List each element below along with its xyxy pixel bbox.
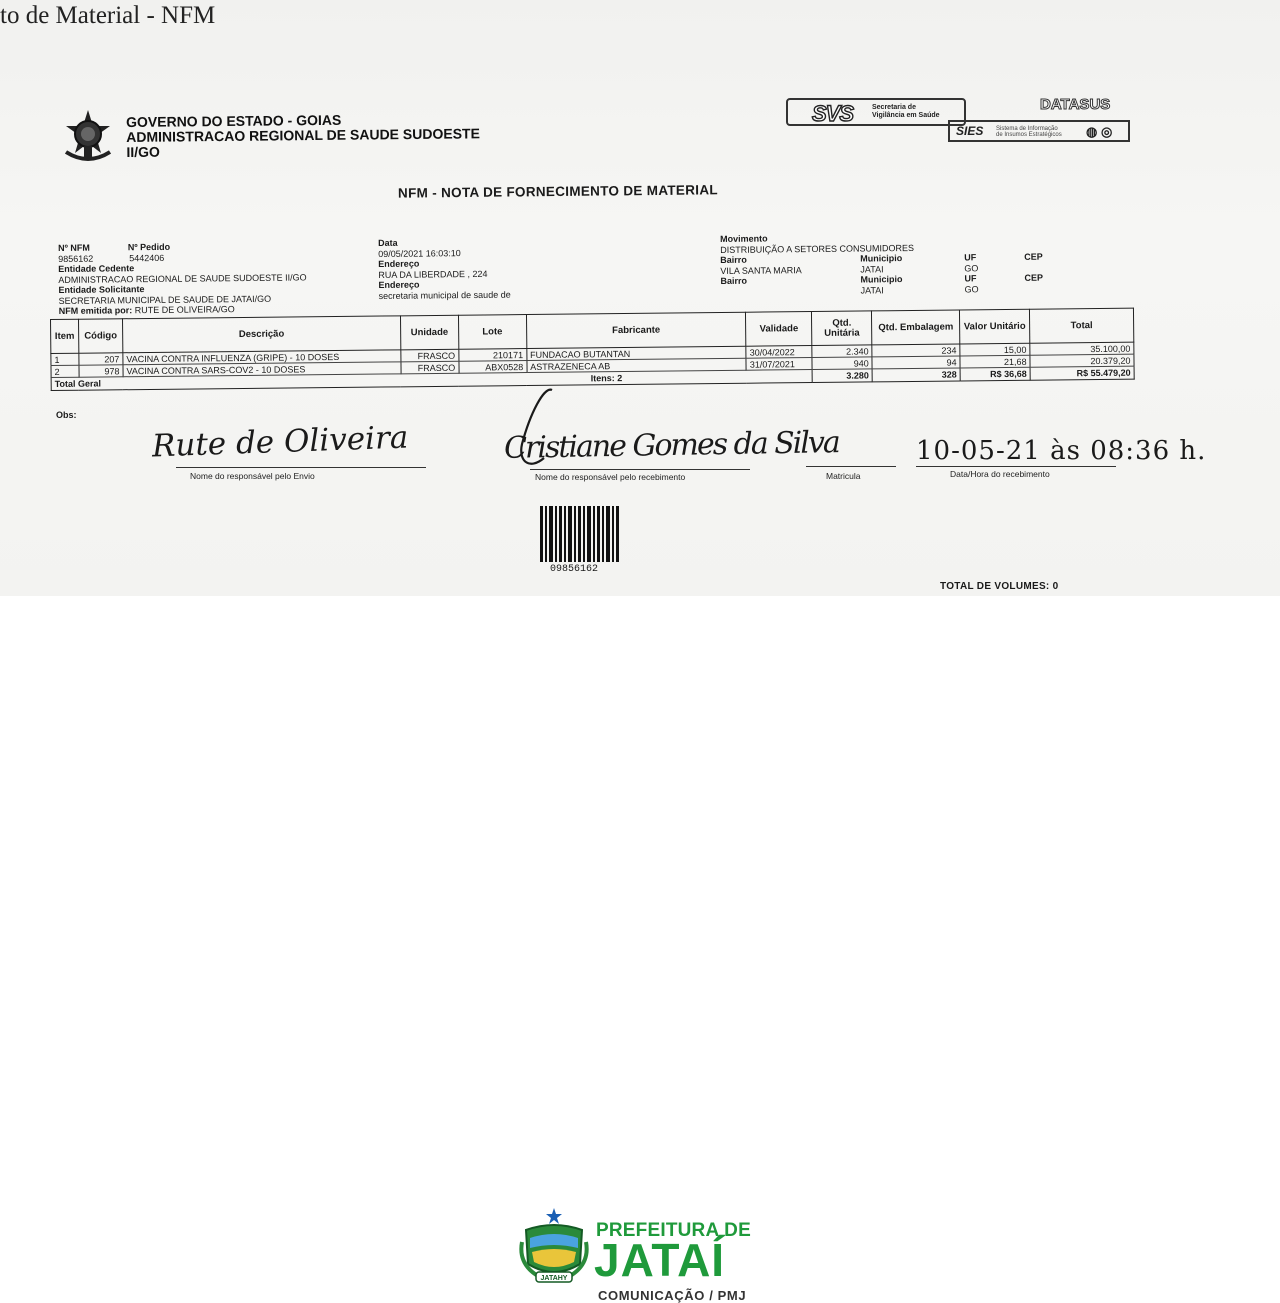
total-qtd: 3.280 <box>812 369 872 383</box>
cell-validade: 31/07/2021 <box>746 358 812 371</box>
cell-unidade: FRASCO <box>401 349 459 362</box>
svs-word: SVS <box>812 101 854 126</box>
cell-total: 35.100,00 <box>1030 342 1134 355</box>
data-label: Data <box>378 237 398 248</box>
barcode <box>538 506 622 562</box>
cell-lote: ABX0528 <box>459 361 527 374</box>
municipio-label-2: Municipio <box>860 274 903 285</box>
col-header-total: Total <box>1029 308 1133 343</box>
receiver-label: Nome do responsável pelo recebimento <box>535 472 686 482</box>
cell-item: 1 <box>51 353 79 365</box>
bairro-label-2: Bairro <box>720 275 748 286</box>
receiver-signature-line <box>530 469 750 470</box>
cell-fabricante: ASTRAZENECA AB <box>527 358 747 372</box>
brazil-emblem-icon <box>60 108 116 166</box>
col-header-validade: Validade <box>746 312 812 347</box>
uf-label-1: UF <box>964 252 977 263</box>
jatai-wordmark: JATAÍ <box>594 1234 726 1286</box>
datetime-line <box>916 466 1116 467</box>
endereco-value-2: secretaria municipal de saude de <box>378 289 511 301</box>
total-geral: R$ 55.479,20 <box>1030 366 1134 380</box>
entidade-solicitante-value: SECRETARIA MUNICIPAL DE SAUDE DE JATAI/GO <box>58 293 272 306</box>
svs-subtitle <box>872 104 940 120</box>
form-title: NFM - NOTA DE FORNECIMENTO DE MATERIAL <box>397 182 718 201</box>
obs-label: Obs: <box>56 410 77 420</box>
cell-qtd-embalagem: 234 <box>872 344 960 357</box>
receiver-signature: Cristiane Gomes da Silva <box>503 425 840 466</box>
col-header-qtd-unitaria: Qtd. Unitária <box>812 311 872 346</box>
nfm-label: Nº NFM <box>58 242 90 253</box>
col-header-descricao: Descrição <box>122 316 400 353</box>
sender-signature: Rute de Oliveira <box>151 419 409 465</box>
col-header-unidade: Unidade <box>400 315 458 350</box>
cell-qtd-unitaria: 2.340 <box>812 345 872 358</box>
info-middle <box>378 237 511 301</box>
items-table <box>50 308 1135 405</box>
cell-descricao: VACINA CONTRA INFLUENZA (GRIPE) - 10 DOSES <box>123 350 401 365</box>
total-valor-unit: R$ 36,68 <box>960 367 1030 381</box>
entidade-cedente-label: Entidade Cedente <box>58 263 135 274</box>
emitida-value: RUTE DE OLIVEIRA/GO <box>134 304 235 316</box>
issuer-header <box>126 111 480 160</box>
uf-value-1: GO <box>964 262 979 273</box>
document-title: to de Material - NFM <box>0 2 216 29</box>
total-emb: 328 <box>872 368 960 382</box>
svs-logo <box>786 98 966 126</box>
cell-validade: 30/04/2022 <box>746 346 812 359</box>
uf-label-2: UF <box>964 273 977 284</box>
scanned-document <box>0 0 1280 596</box>
endereco-label-1: Endereço <box>378 258 420 269</box>
sender-signature-line <box>176 467 426 468</box>
header-line-1: GOVERNO DO ESTADO - GOIAS <box>125 111 342 130</box>
sies-subtitle <box>996 126 1062 138</box>
cell-codigo: 978 <box>79 365 123 377</box>
cell-codigo: 207 <box>79 353 123 365</box>
emitida-label: NFM emitida por: <box>58 305 133 316</box>
movimento-value: DISTRIBUIÇÃO A SETORES CONSUMIDORES <box>720 242 915 255</box>
total-label: Total Geral <box>51 374 401 391</box>
entidade-solicitante-label: Entidade Solicitante <box>58 284 145 295</box>
col-header-fabricante: Fabricante <box>526 312 746 348</box>
cell-descricao: VACINA CONTRA SARS-COV2 - 10 DOSES <box>123 362 401 377</box>
endereco-value-1: RUA DA LIBERDADE , 224 <box>378 268 488 280</box>
header-line-2: ADMINISTRACAO REGIONAL DE SAUDE SUDOESTE <box>126 125 480 145</box>
nfm-value: 9856162 <box>58 253 94 264</box>
cell-valor-unitario: 21,68 <box>960 355 1030 368</box>
municipio-label-1: Municipio <box>860 253 903 264</box>
bairro-label-1: Bairro <box>720 254 747 265</box>
datasus-logo: DATASUS <box>1040 96 1111 113</box>
data-value: 09/05/2021 16:03:10 <box>378 247 461 259</box>
comunicacao-label: COMUNICAÇÃO / PMJ <box>598 1288 747 1303</box>
cell-lote: 210171 <box>459 349 527 362</box>
cep-label-1: CEP <box>1024 251 1043 262</box>
bairro-value-2 <box>721 293 861 294</box>
municipio-value-1: JATAI <box>860 263 884 275</box>
cell-unidade: FRASCO <box>401 361 459 374</box>
info-left <box>58 240 307 316</box>
entidade-cedente-value: ADMINISTRACAO REGIONAL DE SAUDE SUDOESTE II/GO <box>58 271 307 285</box>
col-header-codigo: Código <box>78 319 122 353</box>
endereco-label-2: Endereço <box>378 279 420 290</box>
matricula-line <box>806 466 896 467</box>
itens-count: Itens: 2 <box>401 370 813 387</box>
info-right <box>720 231 1043 297</box>
cell-total: 20.379,20 <box>1030 354 1134 367</box>
cep-label-2: CEP <box>1024 272 1044 283</box>
footer-branding <box>0 596 1280 1303</box>
jatai-crest-icon <box>518 1208 590 1288</box>
total-volumes: TOTAL DE VOLUMES: 0 <box>940 581 1059 592</box>
cell-valor-unitario: 15,00 <box>960 343 1030 356</box>
sies-sub-2: de Insumos Estratégicos <box>996 132 1062 138</box>
sender-label: Nome do responsável pelo Envio <box>190 471 315 481</box>
receipt-datetime: 10-05-21 às 08:36 h. <box>916 436 1207 466</box>
prefeitura-label: PREFEITURA DE <box>596 1220 751 1241</box>
col-header-lote: Lote <box>458 315 526 350</box>
bairro-value-1: VILA SANTA MARIA <box>720 264 802 276</box>
sies-logo <box>948 120 1130 142</box>
uf-value-2: GO <box>964 283 979 294</box>
sus-circle-icons: ◍ ◎ <box>1086 124 1113 139</box>
crest-label: JATAHY <box>540 1275 568 1282</box>
barcode-number: 09856162 <box>550 564 599 575</box>
svs-sub-2: Vigilância em Saúde <box>872 112 940 119</box>
header-line-3: II/GO <box>126 143 160 160</box>
cell-item: 2 <box>51 365 79 377</box>
pedido-label: Nº Pedido <box>127 241 171 253</box>
svs-sub-1: Secretaria de <box>872 104 916 111</box>
datetime-label: Data/Hora do recebimento <box>950 469 1050 479</box>
cell-qtd-embalagem: 94 <box>872 356 960 369</box>
svs-logo-block <box>786 98 1138 146</box>
sies-sub-1: Sistema de Informação <box>996 126 1058 132</box>
movimento-label: Movimento <box>720 233 768 244</box>
sies-word: SIES <box>956 124 984 138</box>
pedido-value: 5442406 <box>129 252 165 263</box>
municipio-value-2: JATAI <box>860 284 884 296</box>
cell-fabricante: FUNDACAO BUTANTAN <box>526 346 746 360</box>
col-header-item: Item <box>51 319 79 353</box>
col-header-qtd-embalagem: Qtd. Embalagem <box>872 310 960 345</box>
matricula-label: Matricula <box>826 471 861 481</box>
cell-qtd-unitaria: 940 <box>812 357 872 370</box>
col-header-valor-unitario: Valor Unitário <box>960 309 1030 344</box>
